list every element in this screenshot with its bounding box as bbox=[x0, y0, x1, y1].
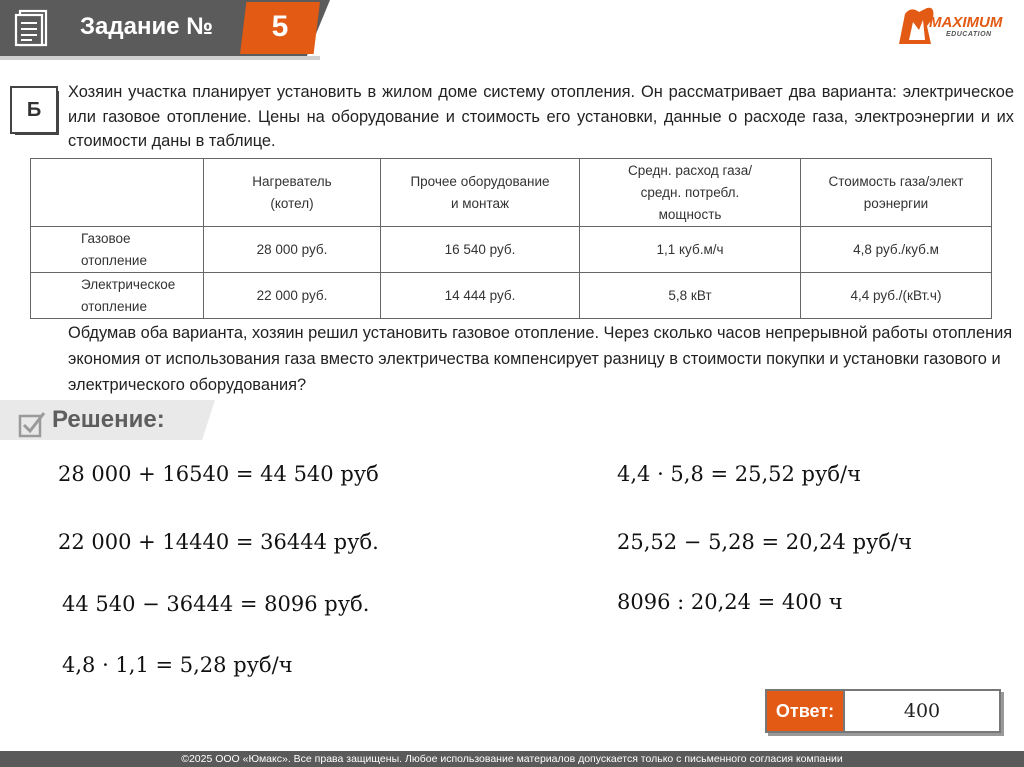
logo-subtext: EDUCATION bbox=[946, 31, 992, 38]
table-cell: 22 000 руб. bbox=[204, 273, 381, 319]
table-cell: 1,1 куб.м/ч bbox=[580, 227, 801, 273]
table-cell: Газовое отопление bbox=[31, 227, 204, 273]
table-header-cell: Нагреватель (котел) bbox=[204, 159, 381, 227]
solution-step: 44 540 − 36444 = 8096 руб. bbox=[62, 592, 370, 616]
table-header-cell: Средн. расход газа/средн. потребл. мощность bbox=[580, 159, 801, 227]
answer-value: 400 bbox=[845, 691, 999, 731]
solution-step: 28 000 + 16540 = 44 540 руб bbox=[58, 462, 379, 486]
table-row bbox=[31, 273, 992, 319]
solution-step: 22 000 + 14440 = 36444 руб. bbox=[58, 530, 379, 554]
variant-badge-label: Б bbox=[26, 99, 42, 121]
footer-copyright: ©2025 ООО «Юмакс». Все права защищены. Любое использование материалов допускается только с письменного согласия компании bbox=[181, 753, 843, 765]
table-header-cell: Стоимость газа/электроэнергии bbox=[801, 159, 992, 227]
table-cell: 4,8 руб./куб.м bbox=[801, 227, 992, 273]
table-header-row bbox=[31, 159, 992, 227]
solution-step: 4,8 · 1,1 = 5,28 руб/ч bbox=[62, 653, 293, 677]
table-cell: 5,8 кВт bbox=[580, 273, 801, 319]
solution-step: 4,4 · 5,8 = 25,52 руб/ч bbox=[617, 462, 861, 486]
table-row bbox=[31, 227, 992, 273]
document-icon bbox=[14, 8, 52, 48]
problem-question: Обдумав оба варианта, хозяин решил установить газовое отопление. Через сколько часов непрерывной работы отопления экономия от использования газа вместо электричества компенсирует разницу в стоимости покупки и установки газового и электрического оборудования? bbox=[68, 324, 1013, 394]
solution-title: Решение: bbox=[52, 406, 165, 433]
logo-text: MAXIMUM bbox=[929, 14, 1003, 31]
table-header-cell: Прочее оборудование и монтаж bbox=[381, 159, 580, 227]
table-cell: Электрическое отопление bbox=[31, 273, 204, 319]
table-header-cell bbox=[31, 159, 204, 227]
problem-intro: Хозяин участка планирует установить в жилом доме систему отопления. Он рассматривает два варианта: электрическое или газовое отопление. Цены на оборудование и стоимость его установки, данные о расходе газа, электроэнергии и их стоимости даны в таблице. bbox=[68, 83, 1014, 150]
solution-step: 25,52 − 5,28 = 20,24 руб/ч bbox=[617, 530, 912, 554]
task-title: Задание № bbox=[80, 13, 213, 40]
header-shadow bbox=[0, 56, 320, 60]
table-cell: 14 444 руб. bbox=[381, 273, 580, 319]
data-table bbox=[30, 158, 992, 319]
task-number: 5 bbox=[271, 10, 289, 43]
table-cell: 28 000 руб. bbox=[204, 227, 381, 273]
table-cell: 4,4 руб./(кВт.ч) bbox=[801, 273, 992, 319]
answer-label: Ответ: bbox=[767, 691, 843, 731]
checkbox-check-icon bbox=[18, 410, 46, 438]
solution-step: 8096 : 20,24 = 400 ч bbox=[617, 590, 843, 614]
variant-badge bbox=[12, 88, 56, 132]
table-cell: 16 540 руб. bbox=[381, 227, 580, 273]
